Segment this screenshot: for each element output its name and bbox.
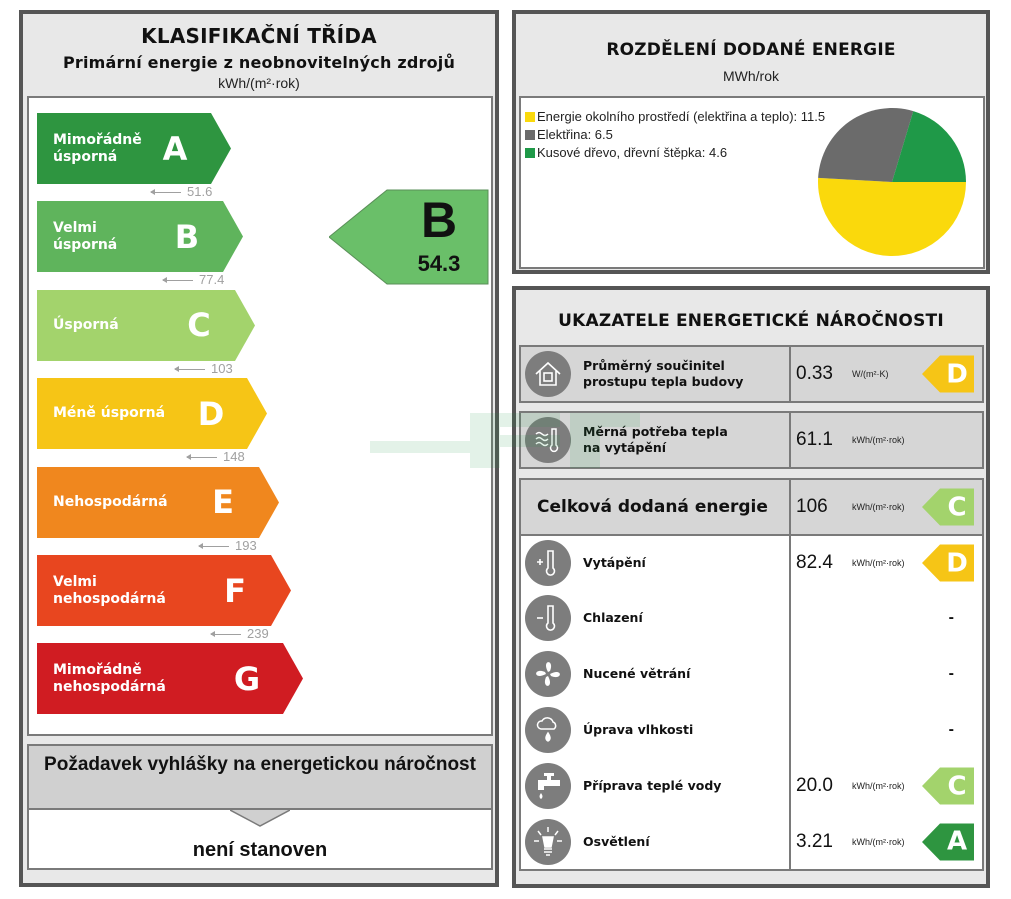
energy-split-panel: [512, 10, 990, 274]
indicator-unit: kWh/(m²·rok): [852, 558, 905, 568]
requirement-value: není stanoven: [192, 839, 328, 861]
class-band-letter: D: [197, 394, 225, 433]
indicator-class-badge: [922, 356, 974, 393]
indicator-unit: kWh/(m²·rok): [852, 781, 905, 791]
threshold-value: 193: [235, 537, 257, 553]
threshold-arrow-icon: [163, 280, 193, 281]
requirement-box: [27, 744, 493, 870]
indicator-unit: W/(m²·K): [852, 369, 889, 379]
class-band-e: [37, 467, 279, 538]
indicator-label: Průměrný součinitel prostupu tepla budovy: [583, 358, 744, 389]
indicator-row: [519, 534, 984, 592]
indicator-row: [519, 590, 984, 648]
indicator-value: -: [948, 609, 954, 626]
indicator-value: 3.21: [796, 830, 833, 852]
indicator-label: Vytápění: [583, 555, 646, 570]
house-icon: [525, 351, 571, 397]
fan-icon: [525, 651, 571, 697]
class-threshold: [151, 184, 212, 199]
indicator-row: [519, 411, 984, 469]
cooling-thermometer-icon: [525, 595, 571, 641]
class-band-b: [37, 201, 243, 272]
threshold-value: 239: [247, 626, 269, 641]
indicator-value-cell: [791, 646, 982, 702]
classification-title: KLASIFIKAČNÍ TŘÍDA: [141, 24, 377, 48]
indicator-value: -: [948, 721, 954, 738]
class-threshold: [211, 626, 269, 641]
class-band-letter: F: [224, 571, 246, 610]
indicator-class-badge: [922, 768, 974, 805]
indicator-row: [519, 702, 984, 760]
energy-split-title: ROZDĚLENÍ DODANÉ ENERGIE: [606, 40, 896, 60]
requirement-notch: [230, 810, 290, 827]
indicator-class-letter: C: [947, 492, 967, 522]
indicator-value: 20.0: [796, 775, 833, 796]
class-threshold: [199, 538, 257, 553]
indicator-name-cell: [521, 814, 791, 869]
indicator-name-cell: [521, 702, 791, 758]
legend-text: Energie okolního prostředí (elektřina a teplo): 11.5: [537, 109, 826, 124]
light-bulb-icon: [525, 819, 571, 865]
legend-swatch: [525, 112, 535, 122]
class-band-c: [37, 290, 255, 361]
heat-demand-thermometer-icon: [525, 417, 571, 463]
requirement-header: Požadavek vyhlášky na energetickou náročnost: [29, 746, 491, 810]
legend-text: Kusové dřevo, dřevní štěpka: 4.6: [537, 145, 728, 160]
energy-split-unit: MWh/rok: [723, 68, 779, 84]
class-threshold: [163, 272, 224, 287]
legend-swatch: [525, 148, 535, 158]
class-band-letter: E: [212, 483, 234, 522]
indicators-panel: [512, 286, 990, 888]
indicator-name-cell: [521, 536, 791, 590]
indicator-name-cell: [521, 413, 791, 467]
threshold-arrow-icon: [151, 192, 181, 193]
indicator-label: Celková dodaná energie: [537, 497, 768, 517]
legend-item: [525, 144, 825, 162]
class-band-a: [37, 113, 231, 184]
threshold-arrow-icon: [199, 546, 229, 547]
indicator-label: Nucené větrání: [583, 666, 691, 681]
indicator-class-badge: [922, 489, 974, 526]
indicator-class-letter: C: [947, 771, 967, 801]
heating-thermometer-icon: [525, 540, 571, 586]
threshold-value: 148: [223, 449, 245, 465]
threshold-value: 51.6: [187, 184, 213, 199]
threshold-arrow-icon: [175, 369, 205, 370]
class-band-label: Velmi úsporná: [53, 219, 118, 253]
class-band-label: Méně úsporná: [53, 405, 166, 422]
water-tap-icon: [525, 763, 571, 809]
indicator-row: [519, 345, 984, 403]
indicator-name-cell: [521, 646, 791, 702]
current-class-value: 54.3: [417, 251, 461, 277]
threshold-value: 77.4: [199, 272, 225, 288]
class-threshold: [175, 361, 233, 376]
indicator-value-cell: [791, 702, 982, 758]
indicator-value-cell: [791, 480, 982, 534]
indicator-unit: kWh/(m²·rok): [852, 502, 905, 512]
class-band-letter: A: [162, 129, 188, 168]
indicator-class-badge: [922, 823, 974, 860]
legend-text: Elektřina: 6.5: [537, 127, 613, 142]
class-band-letter: G: [233, 659, 261, 698]
current-class-letter: B: [420, 192, 458, 249]
class-band-letter: C: [187, 306, 211, 345]
indicator-label: Měrná potřeba tepla na vytápění: [583, 424, 728, 455]
indicators-title: UKAZATELE ENERGETICKÉ NÁROČNOSTI: [558, 311, 944, 331]
class-band-letter: B: [174, 217, 200, 256]
legend-item: [525, 126, 825, 144]
indicator-row: [519, 758, 984, 816]
class-band-label: Úsporná: [53, 316, 119, 333]
indicator-class-badge: [922, 545, 974, 582]
classification-unit: kWh/(m²·rok): [218, 75, 300, 91]
indicator-value-cell: [791, 590, 982, 646]
class-band-label: Mimořádně úsporná: [53, 131, 142, 165]
indicator-unit: kWh/(m²·rok): [852, 836, 905, 847]
indicator-value-cell: [791, 413, 982, 467]
legend-swatch: [525, 130, 535, 140]
indicator-value: 0.33: [796, 363, 833, 384]
indicator-value: 61.1: [796, 429, 833, 450]
indicator-value-cell: [791, 814, 982, 869]
pie-chart-area: [519, 96, 985, 269]
classification-subtitle: Primární energie z neobnovitelných zdrojů: [62, 53, 456, 72]
class-band-label: Mimořádně nehospodárná: [53, 661, 166, 695]
indicator-label: Chlazení: [583, 610, 643, 625]
classification-panel: [19, 10, 499, 887]
pie-slice-0: [818, 178, 966, 256]
indicator-value: 106: [796, 496, 828, 517]
indicator-row: [519, 646, 984, 704]
legend-item: [525, 108, 825, 126]
humidity-cloud-icon: [525, 707, 571, 753]
indicator-value: -: [948, 665, 954, 682]
class-band-f: [37, 555, 291, 626]
indicator-label: Úprava vlhkosti: [583, 722, 694, 737]
indicator-row: [519, 478, 984, 536]
indicator-class-letter: D: [946, 548, 968, 578]
indicator-name-cell: [521, 590, 791, 646]
indicator-label: Příprava teplé vody: [583, 778, 722, 793]
class-threshold: [187, 449, 245, 464]
threshold-arrow-icon: [211, 634, 241, 635]
indicator-class-letter: D: [946, 359, 968, 389]
indicator-value-cell: [791, 536, 982, 590]
energy-class-scale: [27, 96, 493, 736]
pie-chart: [816, 106, 968, 258]
indicator-name-cell: [521, 480, 791, 534]
class-band-d: [37, 378, 267, 449]
indicator-name-cell: [521, 758, 791, 814]
threshold-value: 103: [211, 360, 233, 376]
current-class-indicator: [329, 189, 489, 285]
indicator-value: 82.4: [796, 552, 833, 573]
indicator-row: [519, 814, 984, 871]
indicator-class-letter: A: [946, 826, 968, 857]
pie-legend: [525, 108, 825, 162]
indicator-name-cell: [521, 347, 791, 401]
indicator-label: Osvětlení: [583, 833, 650, 849]
class-band-g: [37, 643, 303, 714]
indicator-value-cell: [791, 758, 982, 814]
threshold-arrow-icon: [187, 457, 217, 458]
indicator-value-cell: [791, 347, 982, 401]
indicator-unit: kWh/(m²·rok): [852, 435, 905, 445]
class-band-label: Velmi nehospodárná: [53, 573, 166, 607]
class-band-label: Nehospodárná: [53, 493, 168, 510]
